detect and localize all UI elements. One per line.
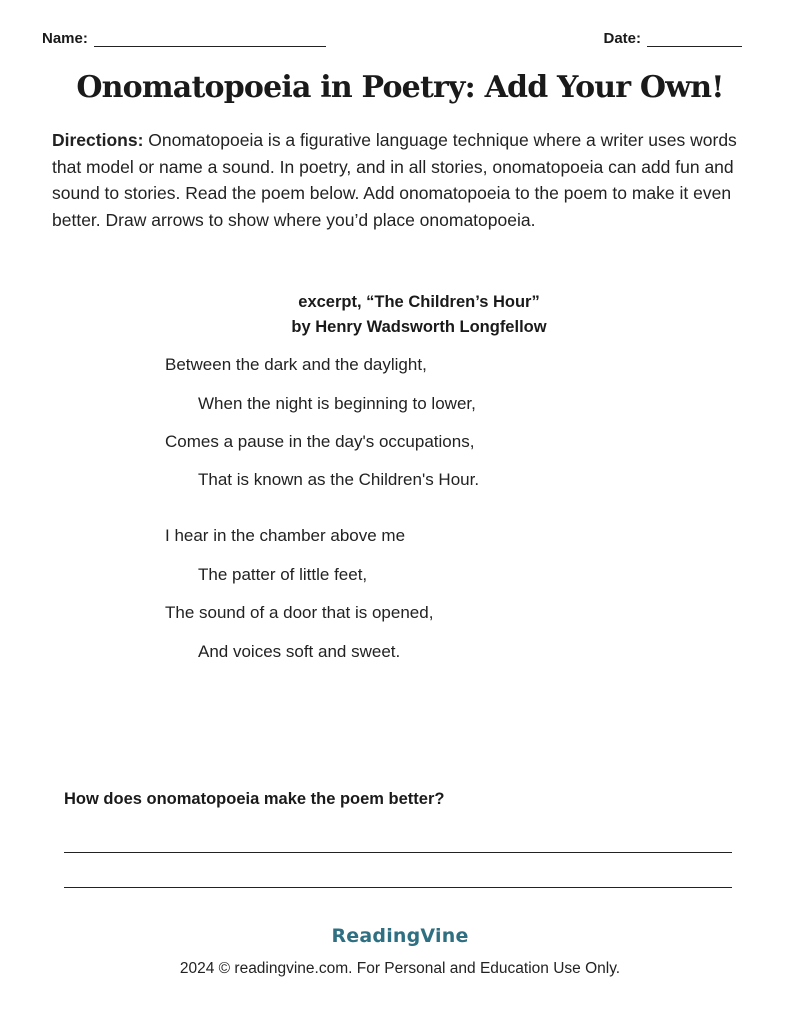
question-prompt: How does onomatopoeia make the poem better? [64,790,445,808]
poem-line: Comes a pause in the day's occupations, [165,432,475,451]
date-field [603,30,742,47]
copyright-text: 2024 © readingvine.com. For Personal and Education Use Only. [179,960,621,977]
directions-label: Directions: [52,130,144,150]
name-field [42,30,326,47]
poem-line: The patter of little feet, [198,565,368,584]
poem-line: I hear in the chamber above me [165,526,406,545]
poem-line: When the night is beginning to lower, [198,394,476,413]
poem-author: by Henry Wadsworth Longfellow [291,318,547,336]
answer-line-2[interactable] [64,887,732,888]
answer-line-1[interactable] [64,852,732,853]
page-title: Onomatopoeia in Poetry: Add Your Own! [76,70,724,105]
brand-logo: ReadingVine [331,925,469,947]
name-blank[interactable] [94,32,326,47]
directions [52,127,752,233]
poem-line: And voices soft and sweet. [198,642,401,661]
poem-excerpt-title: excerpt, “The Children’s Hour” [298,293,540,311]
date-blank[interactable] [647,32,742,47]
poem-line: The sound of a door that is opened, [165,603,434,622]
date-label: Date: [603,30,641,47]
poem-heading [0,290,800,340]
header [42,30,742,54]
name-label: Name: [42,30,88,47]
poem-line: That is known as the Children's Hour. [198,470,480,489]
poem-line: Between the dark and the daylight, [165,355,427,374]
directions-text: Onomatopoeia is a figurative language technique where a writer uses words that model or name a sound. In poetry, and in all stories, onomatopoeia can add fun and sound to stories. Read the poem below. Add onomatopoeia to the poem to make it even better. Draw arrows to show where you’d place onomatopoeia. [52,130,737,230]
